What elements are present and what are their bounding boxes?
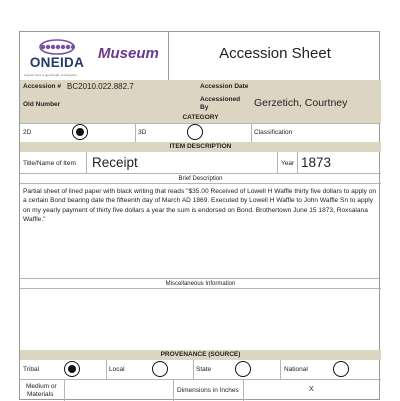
oneida-logo-icon (22, 38, 92, 56)
category-row (20, 123, 381, 142)
dimensions-separator: X (309, 386, 314, 393)
title-value[interactable]: Receipt (92, 155, 138, 170)
logo-text: ONEIDA (29, 55, 85, 70)
accessioned-by-value[interactable]: Gerzetich, Courtney (254, 97, 348, 109)
provenance-row (20, 360, 381, 380)
accessioned-by-label-2: By (200, 104, 209, 111)
accession-date-label: Accession Date (200, 83, 249, 90)
accessioned-by-label-1: Accessioned (200, 96, 241, 103)
local-label: Local (109, 366, 125, 373)
local-radio[interactable] (152, 361, 168, 377)
accession-row-1 (20, 80, 381, 94)
state-radio[interactable] (235, 361, 251, 377)
option-3d-radio[interactable] (187, 124, 203, 140)
title-row (20, 152, 381, 174)
sheet-title: Accession Sheet (219, 45, 331, 62)
materials-row (20, 380, 381, 401)
state-label: State (196, 366, 212, 373)
tribal-label: Tribal (23, 366, 40, 373)
brief-description-text[interactable]: Partial sheet of lined paper with black writing that reads "$35.00 Received of Lowell H Waffle thirty five dollars to apply on a certain Bond bearing date the fifteenth day of March AD 1869. Executed by Lowell H Waffle to John Waffle Sn to apply on my yearly payment of thirty five dollars a year the sum is endorsed on Bond. Brothertown June 15 1873, Roxsalana Waffle." (23, 188, 377, 224)
tribal-radio[interactable] (64, 361, 80, 377)
option-3d-label: 3D (138, 129, 147, 136)
option-2d-label: 2D (23, 129, 32, 136)
radio-selected-dot (76, 128, 84, 136)
radio-selected-dot (68, 365, 76, 373)
provenance-header: PROVENANCE (SOURCE) (20, 350, 381, 360)
item-description-header: ITEM DESCRIPTION (20, 142, 381, 152)
dimensions-label: Dimensions in Inches (177, 387, 239, 394)
sheet-title-box (168, 32, 381, 80)
accession-row-2 (20, 94, 381, 113)
miscellaneous-label: Miscellaneous Information (20, 279, 381, 289)
national-radio[interactable] (333, 361, 349, 377)
medium-label-2: Materials (27, 391, 54, 398)
old-number-label: Old Number (23, 101, 61, 108)
accession-number-label: Accession # (23, 83, 61, 90)
miscellaneous-text[interactable] (23, 292, 378, 347)
accession-sheet (19, 31, 380, 400)
year-label: Year (281, 160, 295, 167)
oneida-logo (22, 38, 92, 80)
category-header: CATEGORY (20, 113, 381, 123)
title-label: Title/Name of Item (23, 160, 76, 167)
national-label: National (284, 366, 308, 373)
museum-label: Museum (98, 45, 159, 62)
option-2d-radio[interactable] (72, 124, 88, 140)
medium-label-1: Medium or (26, 383, 57, 390)
brief-description-label: Brief Description (20, 174, 381, 184)
accession-number-value[interactable]: BC2010.022.882.7 (67, 82, 134, 91)
classification-label: Classification (254, 129, 293, 136)
logo-tagline: A good mind. A good heart. A strong fire. (24, 73, 78, 77)
year-value[interactable]: 1873 (301, 155, 332, 170)
